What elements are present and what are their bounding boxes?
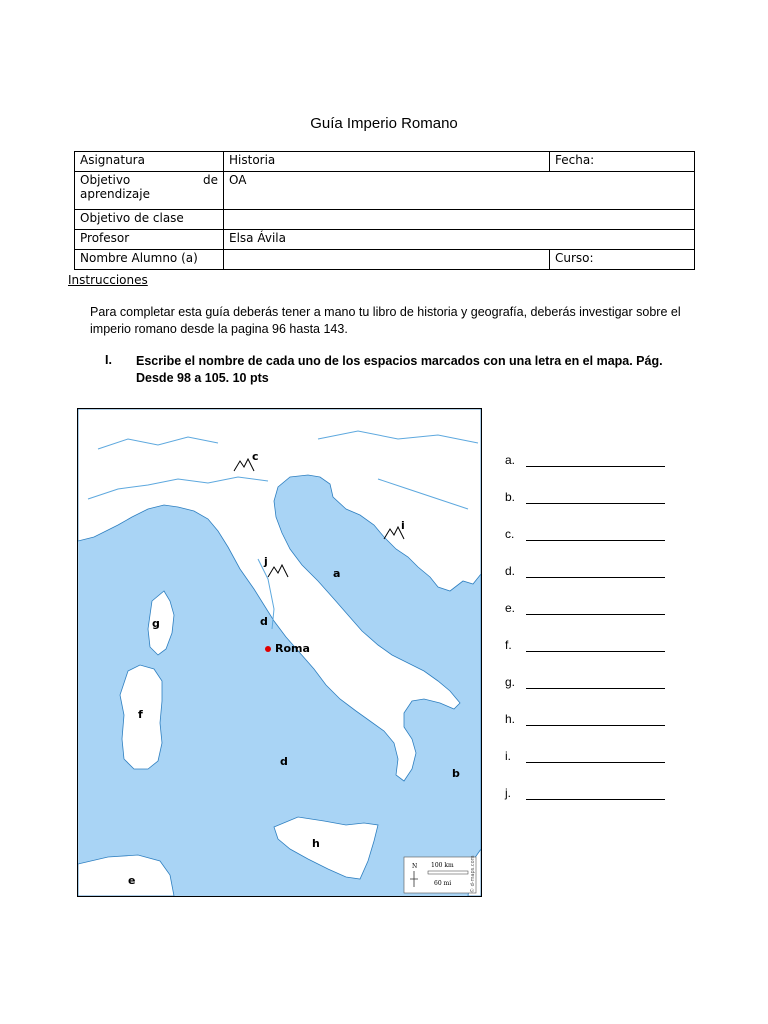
table-row: [75, 210, 695, 230]
fecha-label: Fecha:: [550, 152, 695, 172]
objetivo-value[interactable]: OA: [224, 172, 695, 210]
answer-letter: j.: [505, 786, 511, 800]
answer-letter: b.: [505, 490, 516, 504]
map-label-f: f: [138, 708, 143, 721]
profesor-value: Elsa Ávila: [224, 230, 695, 250]
table-row: [75, 230, 695, 250]
answer-row: [505, 541, 665, 578]
table-row: [75, 172, 695, 210]
answer-row: [505, 689, 665, 726]
answer-row: [505, 652, 665, 689]
objetivo-label-word: de: [203, 173, 218, 187]
map-label-e: e: [128, 874, 136, 887]
table-row: [75, 152, 695, 172]
info-table: [74, 151, 695, 270]
question-number: I.: [105, 353, 112, 367]
answer-blank[interactable]: [526, 676, 665, 689]
answer-row: [505, 726, 665, 763]
objetivo-clase-value[interactable]: [224, 210, 695, 230]
map-label-j: j: [264, 555, 268, 568]
objetivo-label-word: Objetivo: [80, 173, 131, 187]
answer-letter: e.: [505, 601, 516, 615]
italy-map: [77, 408, 482, 897]
map-label-h: h: [312, 837, 320, 850]
alumno-value[interactable]: [224, 250, 550, 270]
map-label-d-sea: d: [280, 755, 288, 768]
answer-letter: h.: [505, 712, 516, 726]
answer-letter: f.: [505, 638, 512, 652]
map-credit: © d-maps.com: [470, 855, 476, 893]
instructions-text: Para completar esta guía deberás tener a mano tu libro de historia y geografía, deberás investigar sobre el imperio romano desde la pagina 96 hasta 143.: [90, 305, 681, 336]
answer-row: [505, 430, 665, 467]
map-label-a: a: [333, 567, 341, 580]
answer-row: [505, 763, 665, 800]
scale-bar: [428, 871, 468, 874]
answer-blank[interactable]: [526, 565, 665, 578]
africa-coast-shape: [78, 855, 174, 896]
answer-blank[interactable]: [526, 639, 665, 652]
answer-blank[interactable]: [526, 787, 665, 800]
answer-row: [505, 615, 665, 652]
answer-blank[interactable]: [526, 750, 665, 763]
answer-blank[interactable]: [526, 602, 665, 615]
italy-map-svg: [78, 409, 481, 896]
asignatura-value: Historia: [224, 152, 550, 172]
rome-label: Roma: [275, 642, 310, 655]
map-label-d-land: d: [260, 615, 268, 628]
objetivo-label: [75, 172, 224, 210]
objetivo-clase-label: Objetivo de clase: [75, 210, 224, 230]
page-title: Guía Imperio Romano: [310, 115, 458, 132]
answer-letter: a.: [505, 453, 516, 467]
answer-row: [505, 578, 665, 615]
answer-letter: d.: [505, 564, 516, 578]
answer-blank[interactable]: [526, 454, 665, 467]
instructions-heading: Instrucciones: [68, 273, 148, 287]
question-text: Escribe el nombre de cada uno de los espacios marcados con una letra en el mapa. Pág. Desde 98 a 105. 10 pts: [136, 354, 663, 385]
scale-km: 100 km: [431, 862, 454, 869]
objetivo-label-word: aprendizaje: [80, 187, 150, 201]
answer-row: [505, 504, 665, 541]
answer-letter: g.: [505, 675, 516, 689]
table-row: [75, 250, 695, 270]
rome-marker: [265, 646, 271, 652]
map-label-c: c: [252, 450, 259, 463]
curso-label: Curso:: [550, 250, 695, 270]
asignatura-label: Asignatura: [75, 152, 224, 172]
map-label-g: g: [152, 617, 160, 630]
answer-row: [505, 467, 665, 504]
alumno-label: Nombre Alumno (a): [75, 250, 224, 270]
map-label-i: i: [401, 519, 405, 532]
answer-blank[interactable]: [526, 713, 665, 726]
answer-list: [505, 430, 665, 800]
answer-blank[interactable]: [526, 491, 665, 504]
profesor-label: Profesor: [75, 230, 224, 250]
map-label-b: b: [452, 767, 460, 780]
scale-mi: 60 mi: [434, 880, 452, 887]
answer-blank[interactable]: [526, 528, 665, 541]
north-arrow-label: N: [412, 863, 418, 870]
answer-letter: i.: [505, 749, 511, 763]
answer-letter: c.: [505, 527, 515, 541]
